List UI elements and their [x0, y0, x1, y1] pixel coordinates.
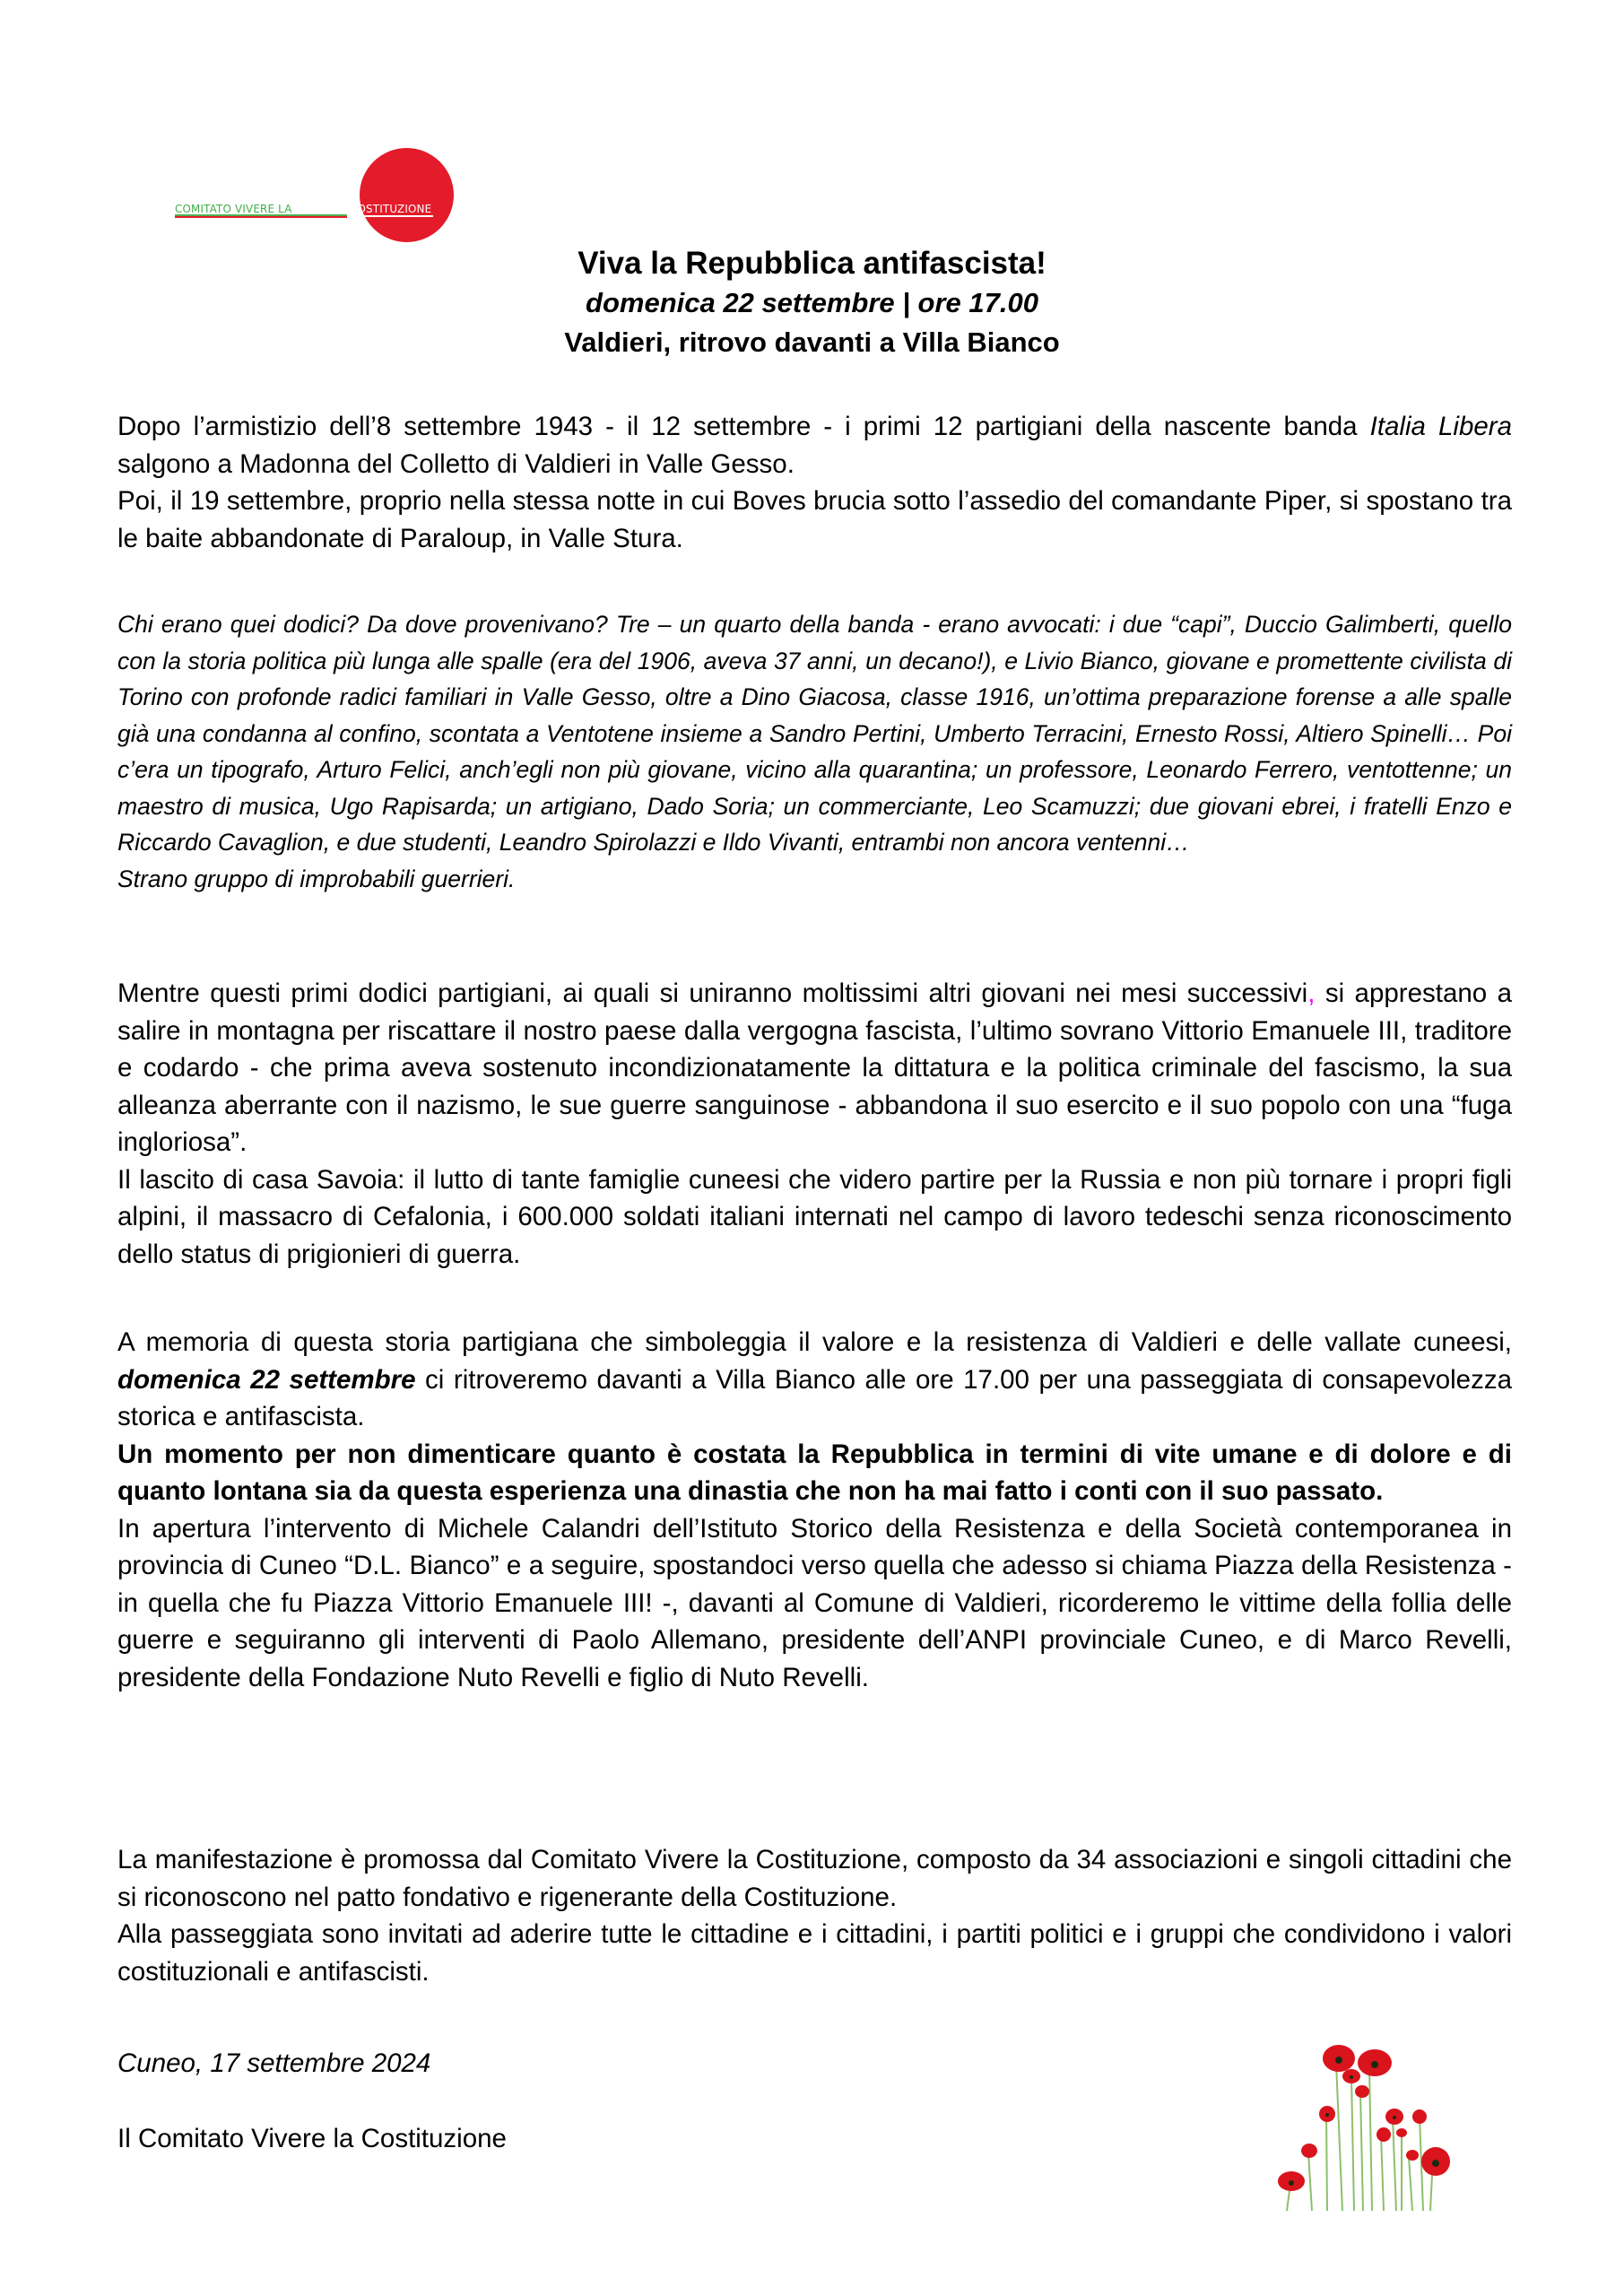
paragraph-line: [117, 1841, 1512, 1916]
paragraph-intro: [117, 408, 1512, 557]
poppy-icon: [1385, 2109, 1403, 2125]
text-run: Strano gruppo di improbabili guerrieri.: [117, 865, 516, 892]
poppy-icon: [1342, 2069, 1360, 2083]
comitato-logo: [175, 148, 432, 256]
text-run: ,: [1307, 978, 1316, 1008]
paragraph-line: [117, 408, 1512, 483]
poppy-flowers: [1278, 2045, 1450, 2191]
poppy-icon: [1421, 2147, 1450, 2176]
text-run: si apprestano a salire in montagna per riscattare il nostro paese dalla vergogna fascista, l’ultimo sovrano Vittorio Emanuele III, traditore e codardo - che prima aveva sostenuto incondizionatamente la dittatura e la politica criminale del fascismo, la sua alleanza aberrante con il nazismo, le sue guerre sanguinose - abbandona il suo esercito e il suo popolo con una “fuga ingloriosa”.: [117, 978, 1512, 1157]
poppy-stems: [1287, 2063, 1432, 2211]
poppy-icon: [1376, 2127, 1391, 2142]
logo-text-green: COMITATO VIVERE LA: [175, 202, 292, 215]
paragraph-line: [117, 483, 1512, 557]
document-title: Viva la Repubblica antifascista!: [578, 246, 1046, 281]
paragraph-line: [117, 1510, 1512, 1697]
paragraph-line: [117, 1161, 1512, 1274]
logo-red-circle: [360, 148, 454, 242]
text-run: Poi, il 19 settembre, proprio nella stessa notte in cui Boves brucia sotto l’assedio del comandante Piper, si spostano tra le baite abbandonate di Paraloup, in Valle Stura.: [117, 486, 1512, 553]
text-run: Il lascito di casa Savoia: il lutto di tante famiglie cuneesi che videro partire per la Russia e non più tornare i propri figli alpini, il massacro di Cefalonia, i 600.000 soldati italiani internati nel campo di lavoro tedeschi senza riconoscimento dello status di prigionieri di guerra.: [117, 1164, 1512, 1269]
text-run: Mentre questi primi dodici partigiani, ai quali si uniranno moltissimi altri giovani nei mesi successivi: [117, 978, 1308, 1008]
poppy-icon: [1278, 2171, 1305, 2191]
paragraph-line: [117, 1324, 1512, 1436]
text-run: Chi erano quei dodici? Da dove provenivano? Tre – un quarto della banda - erano avvocati: i due “capi”, Duccio Galimberti, quello con la storia politica più lunga alle spalle (era del 1906, aveva 37 anni, un decano!), e Livio Bianco, giovane e promettente civilista di Torino con profonde radici familiari in Valle Gesso, oltre a Dino Giacosa, classe 1916, un’ottima preparazione forense a alle spalle già una condanna al confino, scontata a Ventotene insieme a Sandro Pertini, Umberto Terracini, Ernesto Rossi, Altiero Spinelli… Poi c’era un tipografo, Arturo Felici, anch’egli non più giovane, vicino alla quarantina; un professore, Leonardo Ferrero, ventottenne; un maestro di musica, Ugo Rapisarda; un artigiano, Dado Soria; un commerciante, Leo Scamuzzi; due giovani ebrei, i fratelli Enzo e Riccardo Cavaglion, e due studenti, Leandro Spirolazzi e Ildo Vivanti, entrambi non ancora ventenni…: [117, 611, 1512, 856]
event-date: domenica 22 settembre | ore 17.00: [586, 287, 1038, 318]
text-run: La manifestazione è promossa dal Comitato Vivere la Costituzione, composto da 34 associazioni e singoli cittadini che si riconoscono nel patto fondativo e rigenerante della Costituzione.: [117, 1845, 1512, 1912]
poppy-icon: [1319, 2106, 1335, 2122]
text-run: Alla passeggiata sono invitati ad aderire tutte le cittadine e i cittadini, i partiti politici e i gruppi che condividono i valori costituzionali e antifascisti.: [117, 1919, 1512, 1987]
paragraph-line: [117, 975, 1512, 1161]
text-run: salgono a Madonna del Colletto di Valdieri in Valle Gesso.: [117, 448, 795, 479]
logo-underline-red: [175, 216, 347, 218]
paragraph-line: [117, 1916, 1512, 1990]
logo-underline-white: [348, 215, 433, 217]
logo-text-white: COSTITUZIONE: [350, 202, 432, 215]
paragraph-line: [117, 861, 1512, 898]
paragraph-line: [117, 606, 1512, 861]
poppies-illustration: [1278, 2027, 1466, 2215]
event-place: Valdieri, ritrovo davanti a Villa Bianco: [564, 326, 1060, 358]
paragraph-event: [117, 1324, 1512, 1696]
signature-author: Il Comitato Vivere la Costituzione: [117, 2124, 507, 2153]
poppy-icon: [1355, 2085, 1369, 2098]
text-run: Dopo l’armistizio dell’8 settembre 1943 - il 12 settembre - i primi 12 partigiani della nascente banda: [117, 412, 1370, 441]
poppy-icon: [1301, 2144, 1317, 2158]
text-run: ci ritroveremo davanti a Villa Bianco alle ore 17.00 per una passeggiata di consapevolezza storica e antifascista.: [117, 1364, 1512, 1431]
poppy-icon: [1412, 2109, 1427, 2124]
paragraph-savoia: [117, 975, 1512, 1273]
text-run: Italia Libera: [1369, 412, 1512, 441]
paragraph-promoters: [117, 1841, 1512, 1990]
document-header: [0, 244, 1624, 362]
text-run: A memoria di questa storia partigiana che simboleggia il valore e la resistenza di Valdieri e delle vallate cuneesi,: [117, 1327, 1512, 1357]
text-run: In apertura l’intervento di Michele Calandri dell’Istituto Storico della Resistenza e della Società contemporanea in provincia di Cuneo “D.L. Bianco” e a seguire, spostandoci verso quella che adesso si chiama Piazza della Resistenza - in quella che fu Piazza Vittorio Emanuele III! -, davanti al Comune di Valdieri, ricorderemo le vittime della follia delle guerre e seguiranno gli interventi di Paolo Allemano, presidente dell’ANPI provinciale Cuneo, e di Marco Revelli, presidente della Fondazione Nuto Revelli e figlio di Nuto Revelli.: [117, 1513, 1512, 1692]
poppy-icon: [1323, 2045, 1355, 2072]
text-run: Un momento per non dimenticare quanto è costata la Repubblica in termini di vite umane e di dolore e di quanto lontana sia da questa esperienza una dinastia che non ha mai fatto i conti con il suo passato.: [117, 1439, 1512, 1506]
poppy-icon: [1406, 2150, 1419, 2161]
poppy-icon: [1396, 2128, 1407, 2137]
paragraph-line: [117, 1436, 1512, 1510]
paragraph-twelve-partisans: [117, 606, 1512, 897]
text-run: domenica 22 settembre: [117, 1364, 416, 1395]
signature-place-date: Cuneo, 17 settembre 2024: [117, 2048, 431, 2078]
poppy-icon: [1358, 2049, 1392, 2076]
